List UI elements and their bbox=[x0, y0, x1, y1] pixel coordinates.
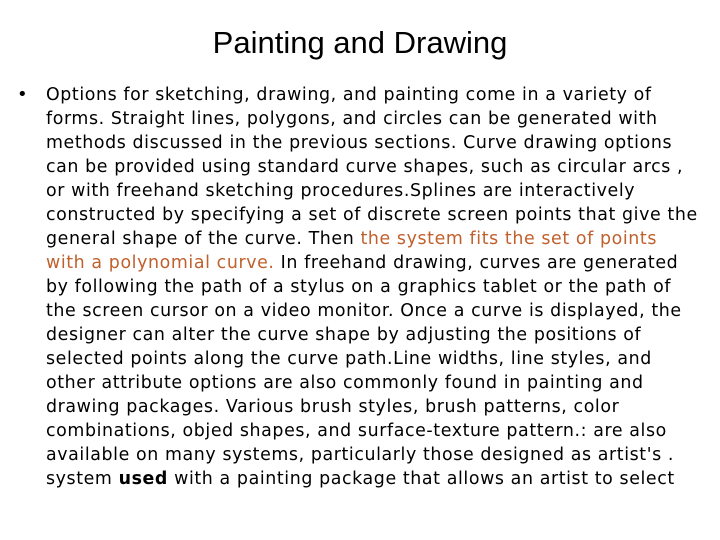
bullet-paragraph bbox=[46, 83, 698, 491]
bullet-icon: • bbox=[17, 84, 28, 105]
bullet-item bbox=[17, 83, 698, 491]
paragraph-text-part-2: In freehand drawing, curves are generated by following the path of a stylus on a graphics tablet or the path of the screen cursor on a video monitor. Once a curve is displayed, the designer can alter the curve shape by adjusting the positions of selected points along the curve path.Line widths, line styles, and other attribute options are also commonly found in painting and drawing packages. Various brush styles, brush patterns, color combinations, objed shapes, and surface-texture pattern.: are also available on many systems, particularly those designed as artist's . system bbox=[46, 253, 682, 489]
paragraph-text-part-3: with a painting package that allows an artist to select bbox=[168, 469, 675, 489]
paragraph-highlight: the system fits the set of points with a polynomial curve. bbox=[46, 229, 657, 273]
slide-title: Painting and Drawing bbox=[212, 25, 508, 60]
paragraph-text-part-1: Options for sketching, drawing, and painting come in a variety of forms. Straight lines, polygons, and circles can be generated with methods discussed in the previous sections. Curve drawing options can be provided using standard curve shapes, such as circular arcs , or with freehand sketching procedures.Splines are interactively constructed by specifying a set of discrete screen points that give the general shape of the curve. Then bbox=[46, 85, 698, 249]
paragraph-bold-word: used bbox=[118, 469, 168, 489]
